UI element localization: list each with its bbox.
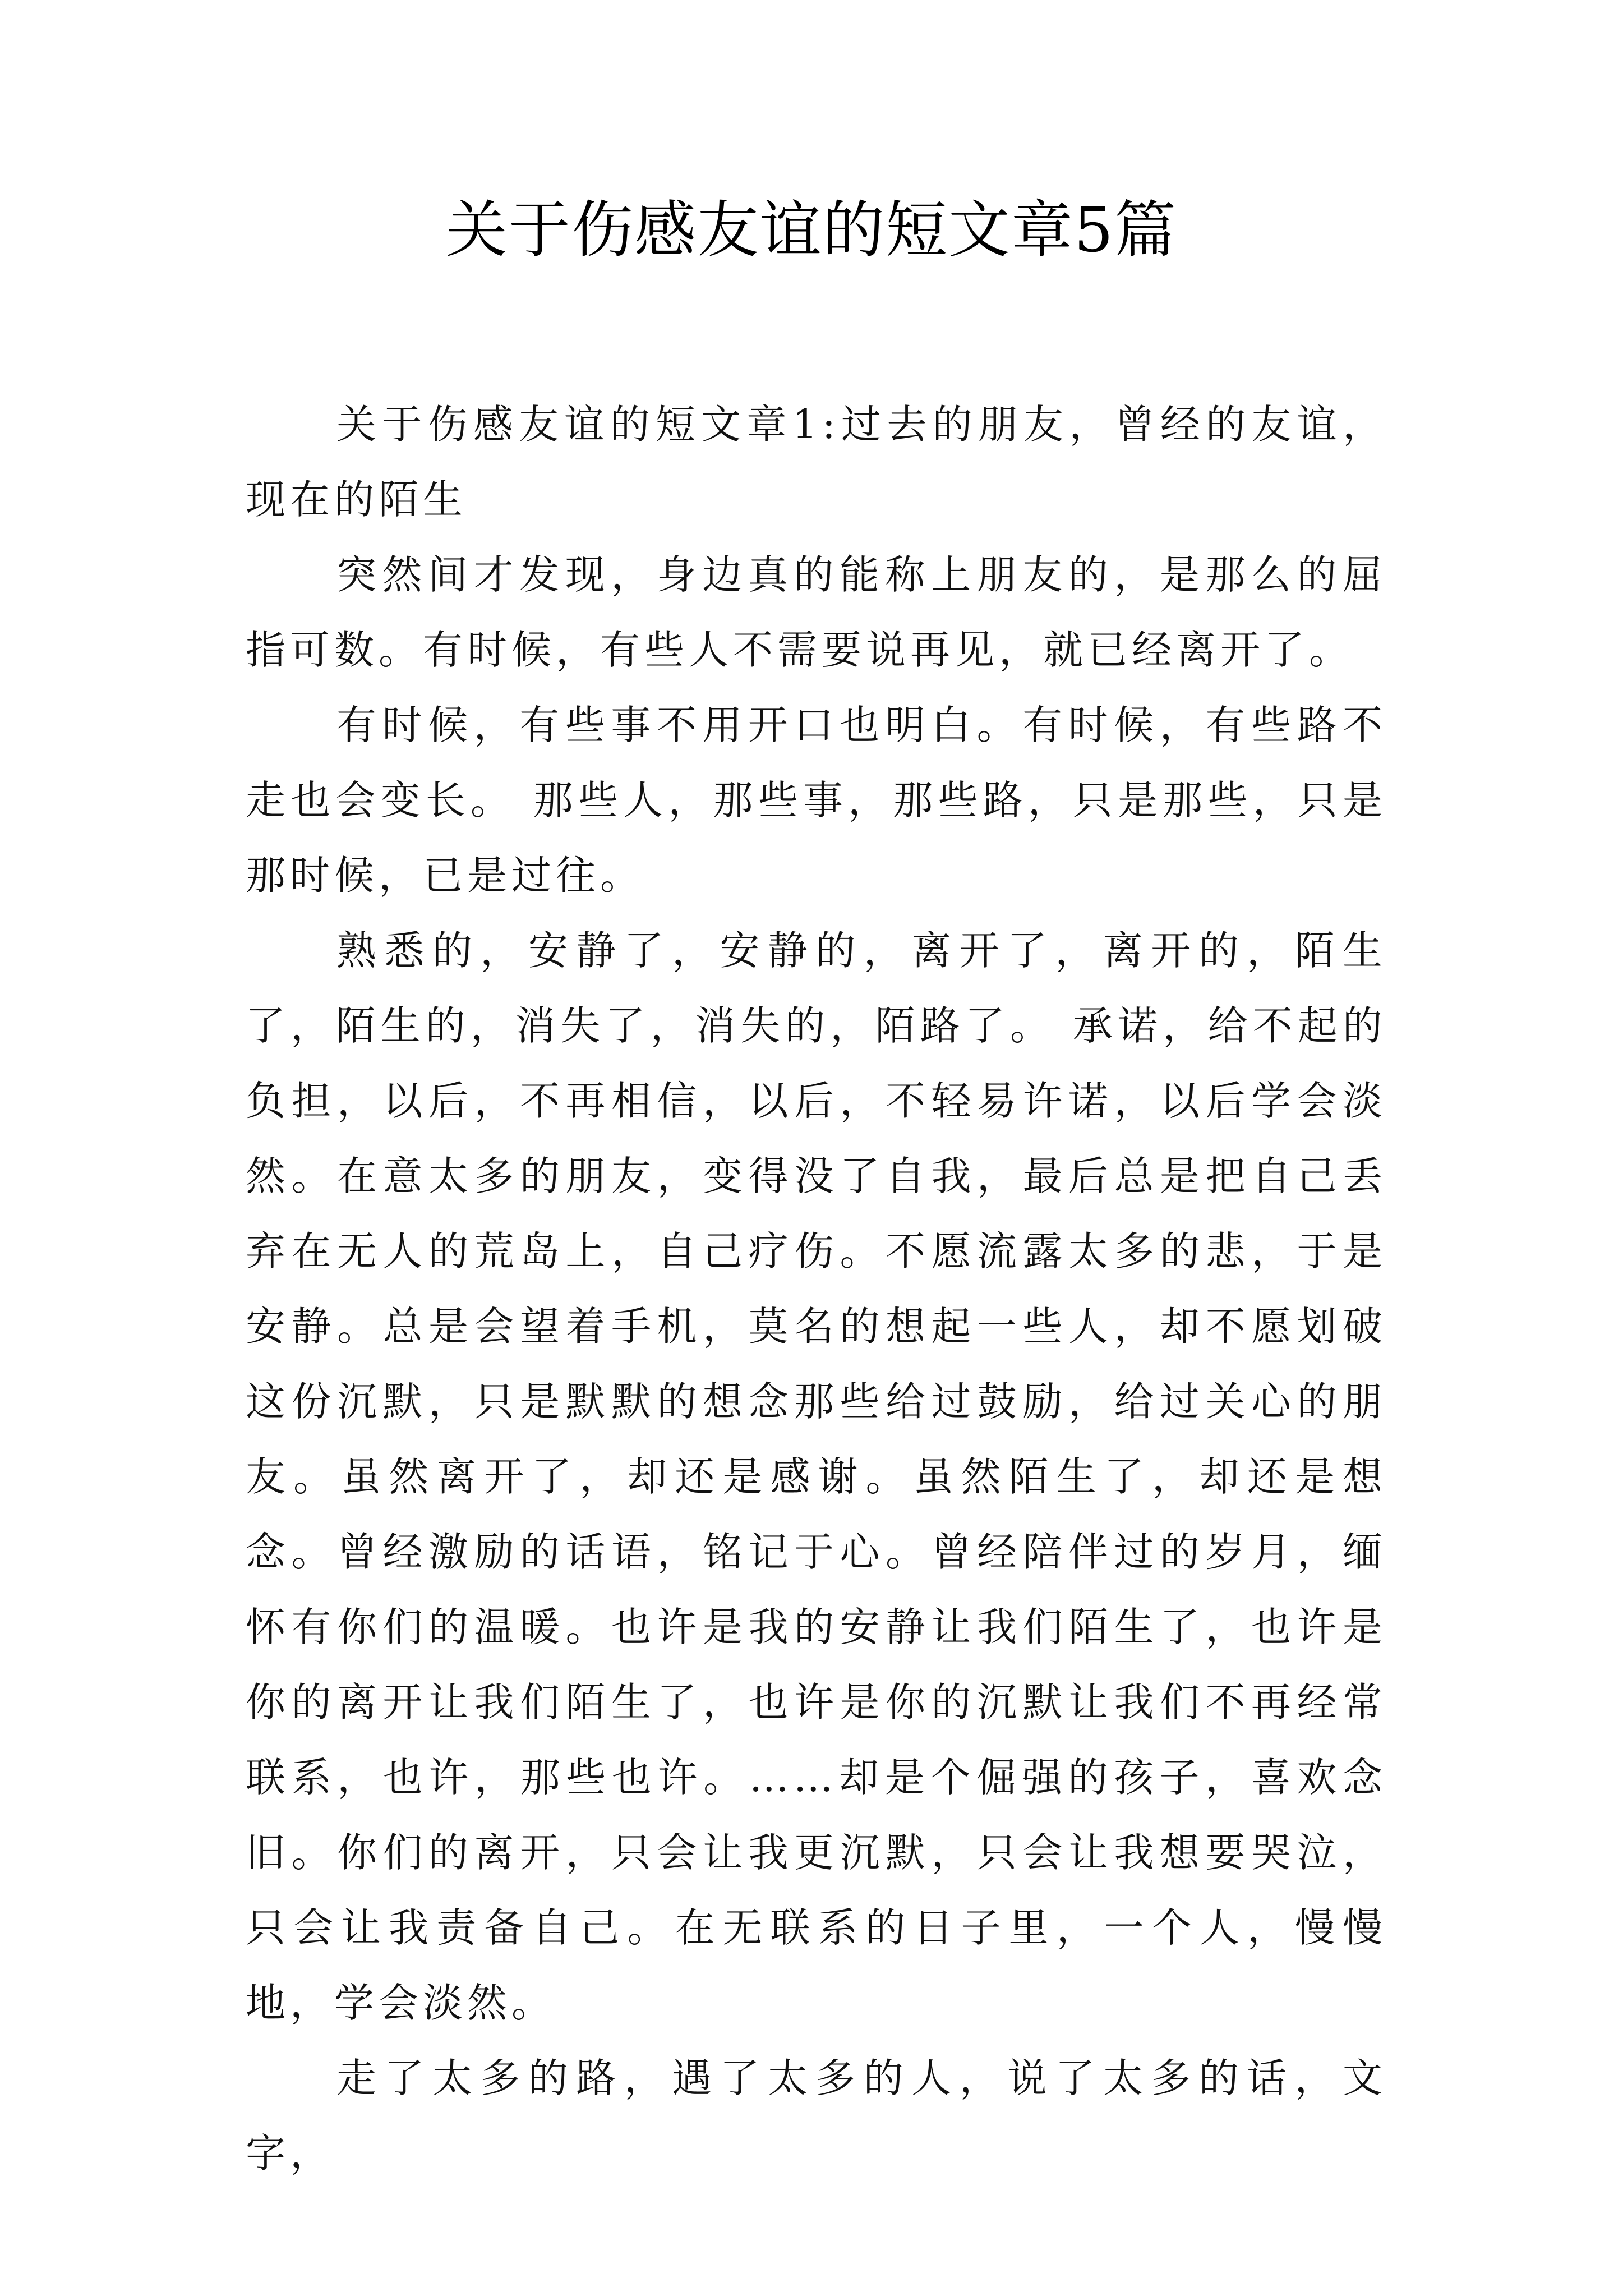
paragraph: 突然间才发现，身边真的能称上朋友的，是那么的屈指可数。有时候，有些人不需要说再见，就已经离开了。 xyxy=(246,551,1387,673)
paragraph: 有时候，有些事不用开口也明白。有时候，有些路不走也会变长。 那些人，那些事，那些路，只是那些，只是那时候，已是过往。 xyxy=(246,702,1387,899)
paragraph-heading-1: 关于伤感友谊的短文章1:过去的朋友，曾经的友谊，现在的陌生 xyxy=(246,401,1387,523)
document-body xyxy=(246,387,1387,2191)
paragraph: 走了太多的路，遇了太多的人，说了太多的话，文字， xyxy=(246,2055,1387,2177)
paragraph: 熟悉的，安静了，安静的，离开了，离开的，陌生了，陌生的，消失了，消失的，陌路了。 承诺，给不起的负担，以后，不再相信，以后，不轻易许诺，以后学会淡然。在意太多的朋友，变得没了自我，最后总是把自己丢弃在无人的荒岛上，自己疗伤。不愿流露太多的悲，于是安静。总是会望着手机，莫名的想起一些人，却不愿划破这份沉默，只是默默的想念那些给过鼓励，给过关心的朋友。虽然离开了，却还是感谢。虽然陌生了，却还是想念。曾经激励的话语，铭记于心。曾经陪伴过的岁月，缅怀有你们的温暖。也许是我的安静让我们陌生了，也许是你的离开让我们陌生了，也许是你的沉默让我们不再经常联系，也许，那些也许。……却是个倔强的孩子，喜欢念旧。你们的离开，只会让我更沉默，只会让我想要哭泣，只会让我责备自己。在无联系的日子里，一个人，慢慢地，学会淡然。 xyxy=(246,927,1387,2026)
document-title: 关于伤感友谊的短文章5篇 xyxy=(446,194,1177,266)
